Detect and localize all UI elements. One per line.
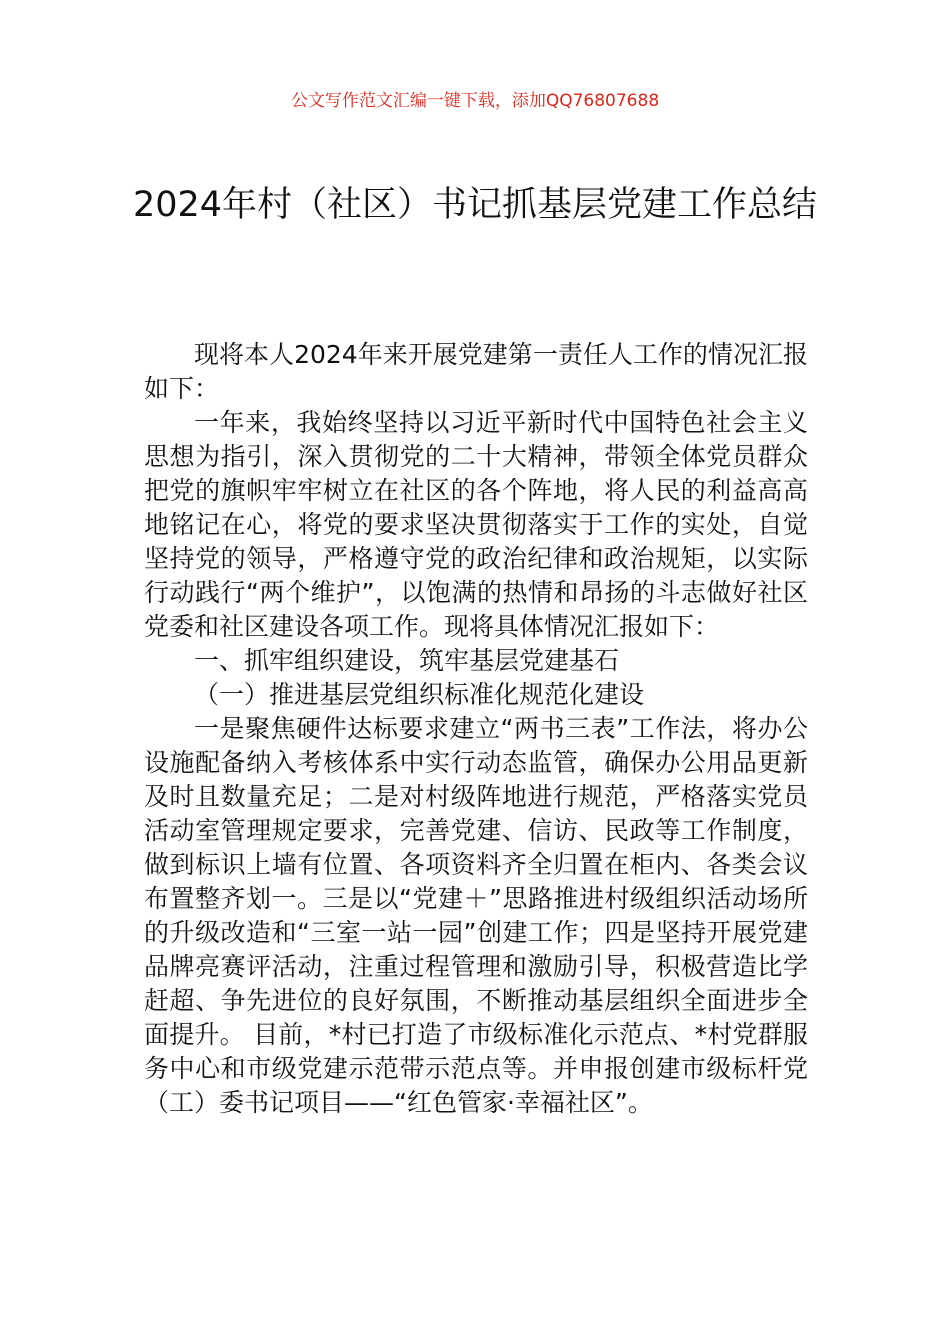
document-body bbox=[144, 338, 808, 1120]
section-heading: 一、抓牢组织建设，筑牢基层党建基石 bbox=[194, 646, 620, 675]
paragraph-intro: 现将本人2024年来开展党建第一责任人工作的情况汇报如下： bbox=[144, 340, 808, 403]
header-banner: 公文写作范文汇编一键下载，添加QQ76807688 bbox=[290, 91, 660, 111]
paragraph-overview: 一年来，我始终坚持以习近平新时代中国特色社会主义思想为指引，深入贯彻党的二十大精神，带领全体党员群众把党的旗帜牢牢树立在社区的各个阵地，将人民的利益高高地铭记在心，将党的要求坚决贯彻落实于工作的实处，自觉坚持党的领导，严格遵守党的政治纪律和政治规矩，以实际行动践行“两个维护”，以饱满的热情和昂扬的斗志做好社区党委和社区建设各项工作。现将具体情况汇报如下： bbox=[144, 408, 808, 641]
paragraph-details: 一是聚焦硬件达标要求建立“两书三表”工作法，将办公设施配备纳入考核体系中实行动态监管，确保办公用品更新及时且数量充足；二是对村级阵地进行规范，严格落实党员活动室管理规定要求，完善党建、信访、民政等工作制度，做到标识上墙有位置、各项资料齐全归置在柜内、各类会议布置整齐划一。三是以“党建＋”思路推进村级组织活动场所的升级改造和“三室一站一园”创建工作；四是坚持开展党建品牌亮赛评活动，注重过程管理和激励引导，积极营造比学赶超、争先进位的良好氛围，不断推动基层组织全面进步全面提升。 目前，*村已打造了市级标准化示范点、*村党群服务中心和市级党建示范带示范点等。并申报创建市级标杆党（工）委书记项目——“红色管家·幸福社区”。 bbox=[144, 714, 808, 1117]
subsection-heading: （一）推进基层党组织标准化规范化建设 bbox=[194, 680, 645, 709]
document-title: 2024年村（社区）书记抓基层党建工作总结 bbox=[132, 185, 818, 225]
